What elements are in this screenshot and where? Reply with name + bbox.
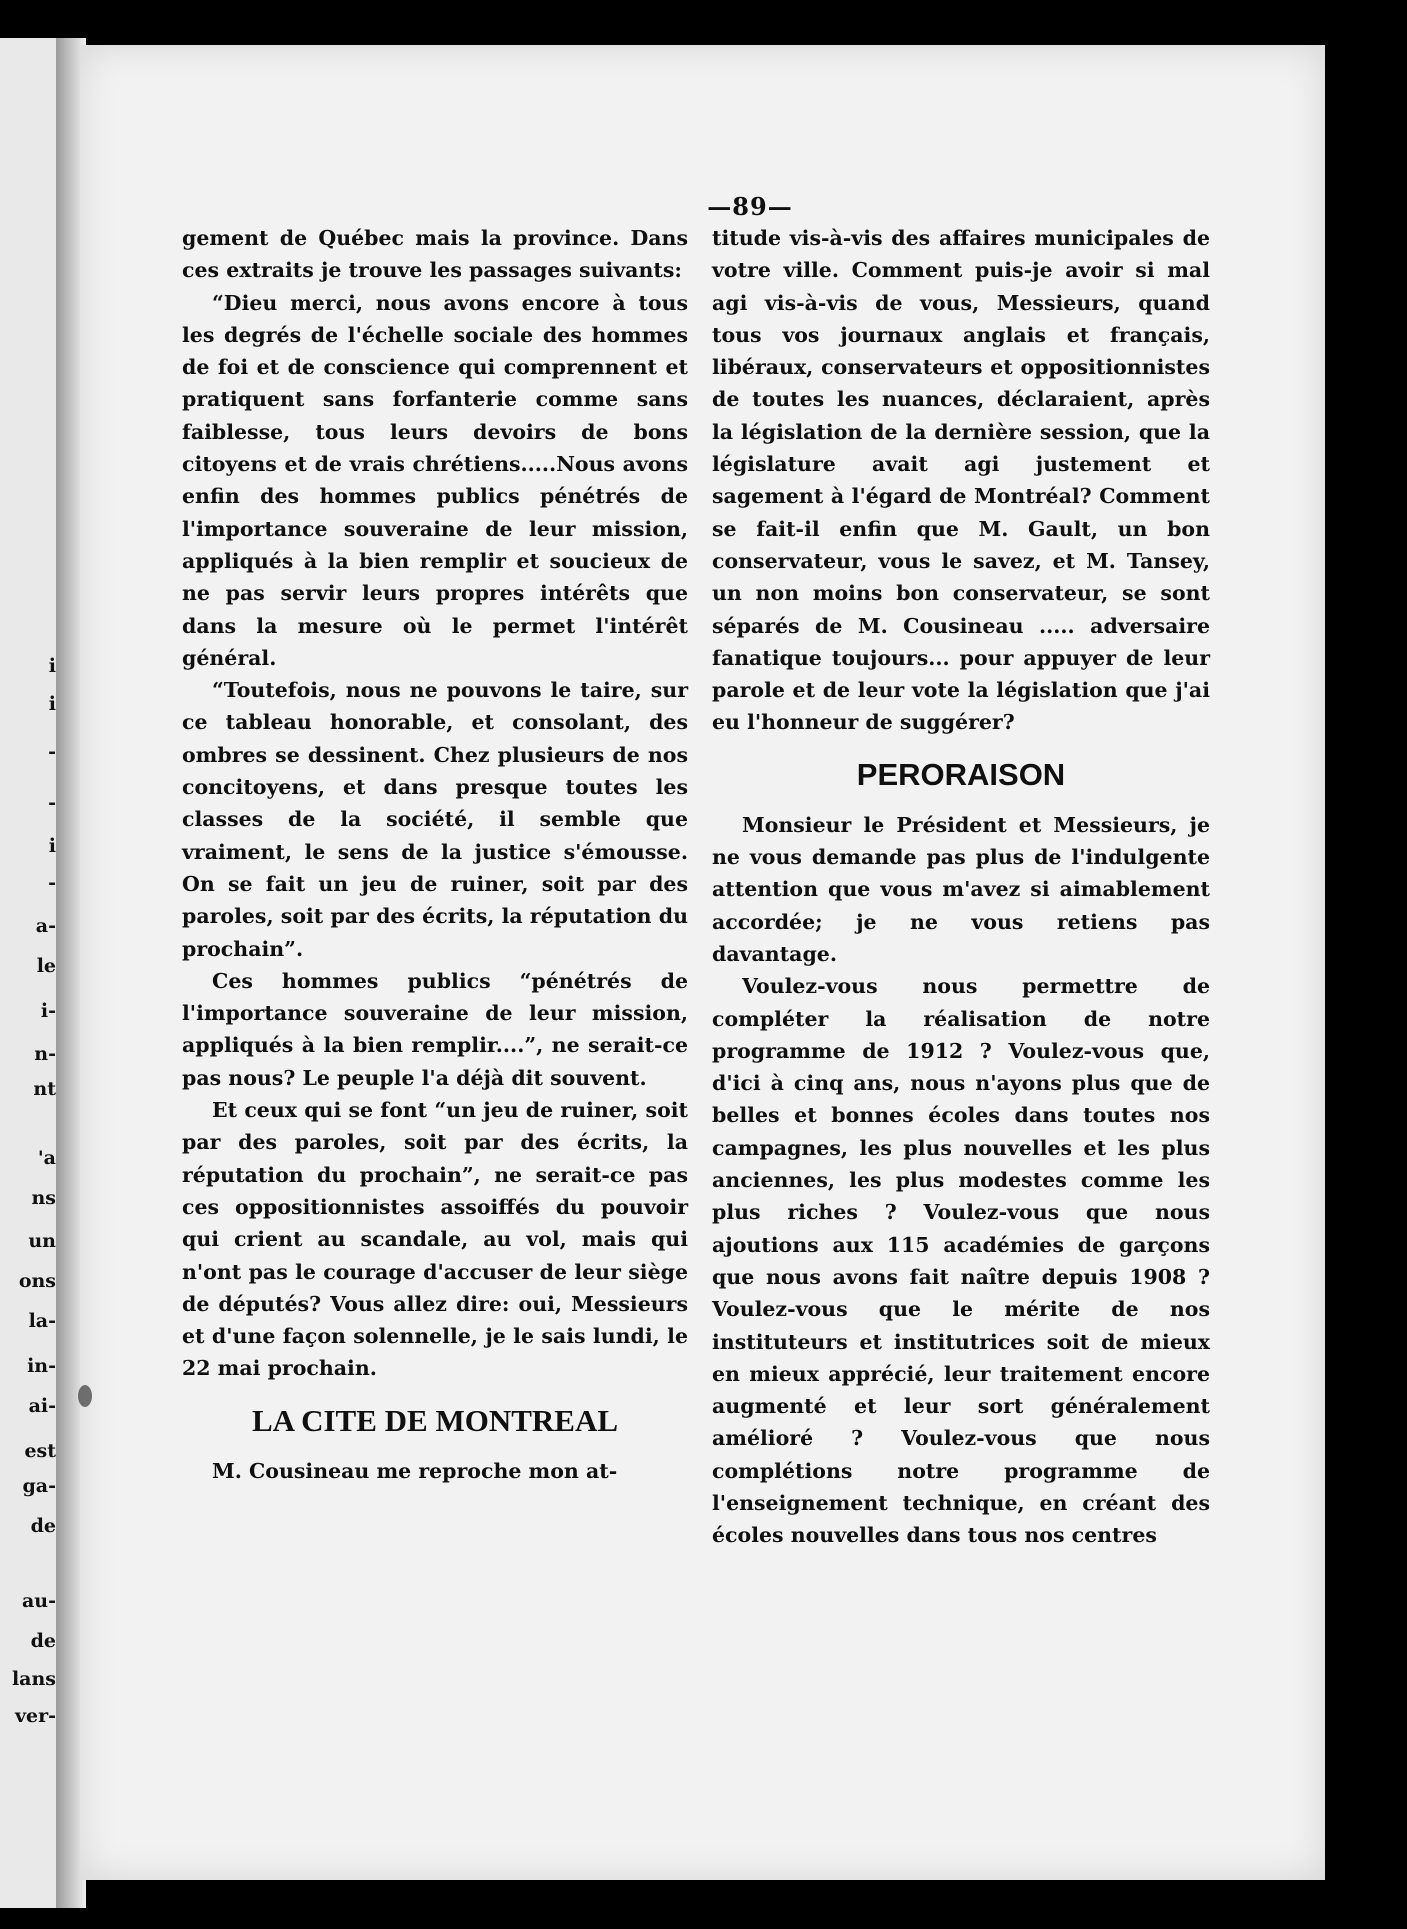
left-paragraph-3: Et ceux qui se font “un jeu de ruiner, soit par des paroles, soit par des écrits, la réputation du prochain”, ne serait-ce pas ces oppositionnistes assoiffés du pouvoir qui crient au scandale, au vol, mais qui n'ont pas le courage d'accuser de leur siège de députés? Vous allez dire: oui, Messieurs et d'une façon solennelle, je le sais lundi, le 22 mai prochain. — [182, 1098, 688, 1381]
previous-page-fragment: i- — [40, 1000, 56, 1022]
section-heading-cite-montreal: LA CITE DE MONTREAL — [251, 1402, 619, 1438]
right-paragraph-1: titude vis-à-vis des affaires municipales de votre ville. Comment puis-je avoir si mal agi vis-à-vis de vous, Messieurs, quand tous vos journaux anglais et français, libéraux, conservateurs et oppositionnistes de toutes les nuances, déclaraient, après la législation de la dernière session, que la législature avait agi justement et sagement à l'égard de Montréal? Comment se fait-il enfin que M. Gault, un bon conservateur, vous le savez, et M. Tansey, un non moins bon conservateur, se sont séparés de M. Cousineau ..... adversaire fanatique toujours... pour appuyer de leur parole et de leur vote la législation que j'ai eu l'honneur de suggérer? — [712, 226, 1210, 735]
previous-page-fragment: ai- — [28, 1395, 56, 1417]
page-number: —89— — [707, 192, 793, 221]
previous-page-fragment: i — [48, 835, 56, 857]
previous-page-fragment: un — [28, 1230, 56, 1252]
left-quote-1: “Dieu merci, nous avons encore à tous les degrés de l'échelle sociale des hommes de foi et de conscience qui comprennent et pratiquent sans forfanterie comme sans faiblesse, tous leurs devoirs de bons citoyens et de vrais chrétiens.....Nous avons enfin des hommes publics pénétrés de l'importance souveraine de leur mission, appliqués à la bien remplir et soucieux de ne pas servir leurs propres intérêts que dans la mesure où le permet l'intérêt général. — [182, 290, 688, 670]
previous-page-fragment: le — [36, 955, 56, 977]
left-quote-2: “Toutefois, nous ne pouvons le taire, sur ce tableau honorable, et consolant, des ombres se dessinent. Chez plusieurs de nos concitoyens, et dans presque toutes les classes de la société, il semble que vraiment, le sens de la justice s'émousse. On se fait un jeu de ruiner, soit par des paroles, soit par des écrits, la réputation du prochain”. — [182, 678, 688, 961]
previous-page-fragment: de — [30, 1630, 56, 1652]
previous-page-fragment: au- — [21, 1590, 56, 1612]
previous-page-fragment: in- — [27, 1355, 56, 1377]
left-paragraph-1: gement de Québec mais la province. Dans ces extraits je trouve les passages suivants: — [182, 226, 688, 283]
previous-page-fragment: ons — [18, 1270, 56, 1292]
right-paragraph-2: Monsieur le Président et Messieurs, je ne vous demande pas plus de l'indulgente attention que vous m'avez si aimablement accordée; je ne vous retiens pas davantage. — [712, 812, 1210, 966]
previous-page-fragment: - — [48, 872, 56, 894]
previous-page-fragment: lans — [11, 1668, 56, 1690]
right-paragraph-3: Voulez-vous nous permettre de compléter la réalisation de notre programme de 1912 ? Voulez-vous que, d'ici à cinq ans, nous n'ayons plus que de belles et bonnes écoles dans toutes nos campagnes, les plus nouvelles et les plus anciennes, les plus modestes comme les plus riches ? Voulez-vous que nous ajoutions aux 115 académies de garçons que nous avons fait naître depuis 1908 ? Voulez-vous que le mérite de nos instituteurs et institutrices soit de mieux en mieux apprécié, leur traitement encore augmenté et leur sort généralement amélioré ? Voulez-vous que nous complétions notre programme de l'enseignement technique, en créant des écoles nouvelles dans tous nos centres — [712, 974, 1210, 1548]
right-column — [712, 222, 1210, 1552]
previous-page-fragment: i — [48, 693, 56, 715]
left-paragraph-2: Ces hommes publics “pénétrés de l'importance souveraine de leur mission, appliqués à la bien remplir....”, ne serait-ce pas nous? Le peuple l'a déjà dit souvent. — [182, 968, 688, 1090]
left-paragraph-4: M. Cousineau me reproche mon at- — [212, 1458, 618, 1483]
previous-page-fragment: ns — [31, 1187, 56, 1209]
previous-page-fragment: est — [24, 1440, 56, 1462]
ink-smudge — [78, 1385, 92, 1407]
previous-page-fragment: nt — [33, 1078, 56, 1100]
previous-page-fragment: ga- — [22, 1475, 56, 1497]
previous-page-fragment: ver- — [14, 1705, 56, 1727]
previous-page-fragment: de — [30, 1515, 56, 1537]
previous-page-fragment: la- — [28, 1310, 56, 1332]
previous-page-fragment: n- — [34, 1043, 56, 1065]
previous-page-fragment: 'a — [37, 1147, 56, 1169]
previous-page-text-fragments — [0, 38, 62, 1908]
left-column — [182, 222, 688, 1487]
previous-page-fragment: a- — [35, 915, 56, 937]
previous-page-fragment: - — [48, 792, 56, 814]
previous-page-fragment: - — [48, 741, 56, 763]
previous-page-fragment: i — [48, 655, 56, 677]
section-heading-peroraison: PERORAISON — [856, 756, 1066, 792]
